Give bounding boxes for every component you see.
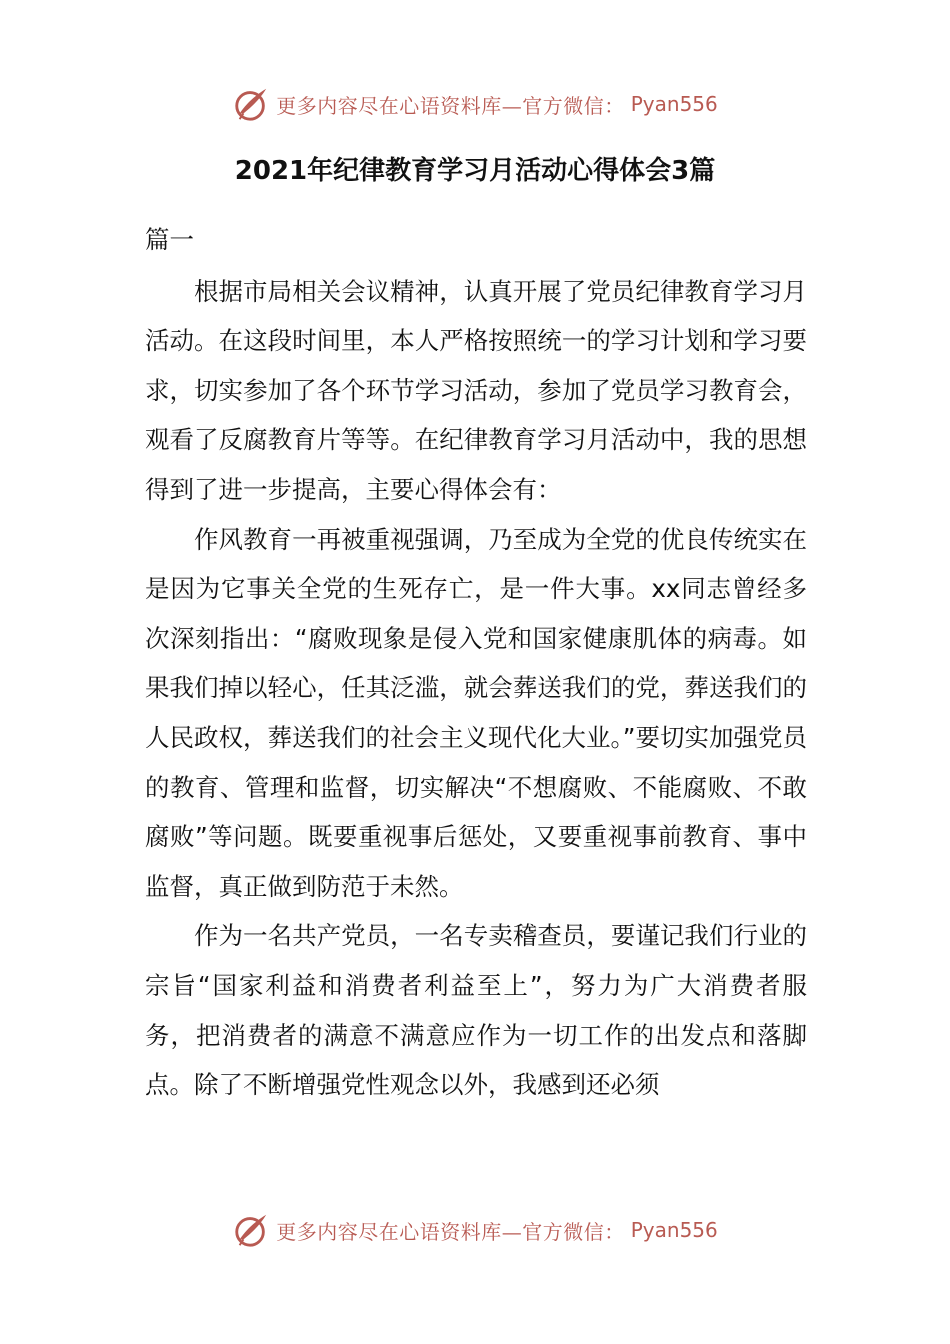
paragraph: 作风教育一再被重视强调，乃至成为全党的优良传统实在是因为它事关全党的生死存亡，是一件大事。xx同志曾经多次深刻指出：“腐败现象是侵入党和国家健康肌体的病毒。如果我们掉以轻心，任其泛滥，就会葬送我们的党，葬送我们的人民政权，葬送我们的社会主义现代化大业。”要切实加强党员的教育、管理和监督，切实解决“不想腐败、不能腐败、不敢腐败”等问题。既要重视事后惩处，又要重视事前教育、事中监督，真正做到防范于未然。 <box>145 524 807 901</box>
quill-logo-icon <box>232 85 270 123</box>
footer-banner <box>0 1208 950 1252</box>
document-body <box>145 215 807 1110</box>
section-label: 篇一 <box>145 225 194 254</box>
document-title: 2021年纪律教育学习月活动心得体会3篇 <box>234 156 716 186</box>
banner-wechat-id: Pyan556 <box>630 92 718 116</box>
banner-wechat-id: Pyan556 <box>630 1218 718 1242</box>
quill-logo-icon <box>232 1211 270 1249</box>
paragraph: 作为一名共产党员，一名专卖稽查员，要谨记我们行业的宗旨“国家利益和消费者利益至上”，努力为广大消费者服务，把消费者的满意不满意应作为一切工作的出发点和落脚点。除了不断增强党性观念以外，我感到还必须 <box>145 921 807 1100</box>
paragraph: 根据市局相关会议精神，认真开展了党员纪律教育学习月活动。在这段时间里，本人严格按照统一的学习计划和学习要求，切实参加了各个环节学习活动，参加了党员学习教育会，观看了反腐教育片等等。在纪律教育学习月活动中，我的思想得到了进一步提高，主要心得体会有： <box>145 276 807 504</box>
banner-text: 更多内容尽在心语资料库—官方微信： <box>276 93 625 118</box>
banner-text: 更多内容尽在心语资料库—官方微信： <box>276 1219 625 1244</box>
header-banner <box>0 82 950 126</box>
